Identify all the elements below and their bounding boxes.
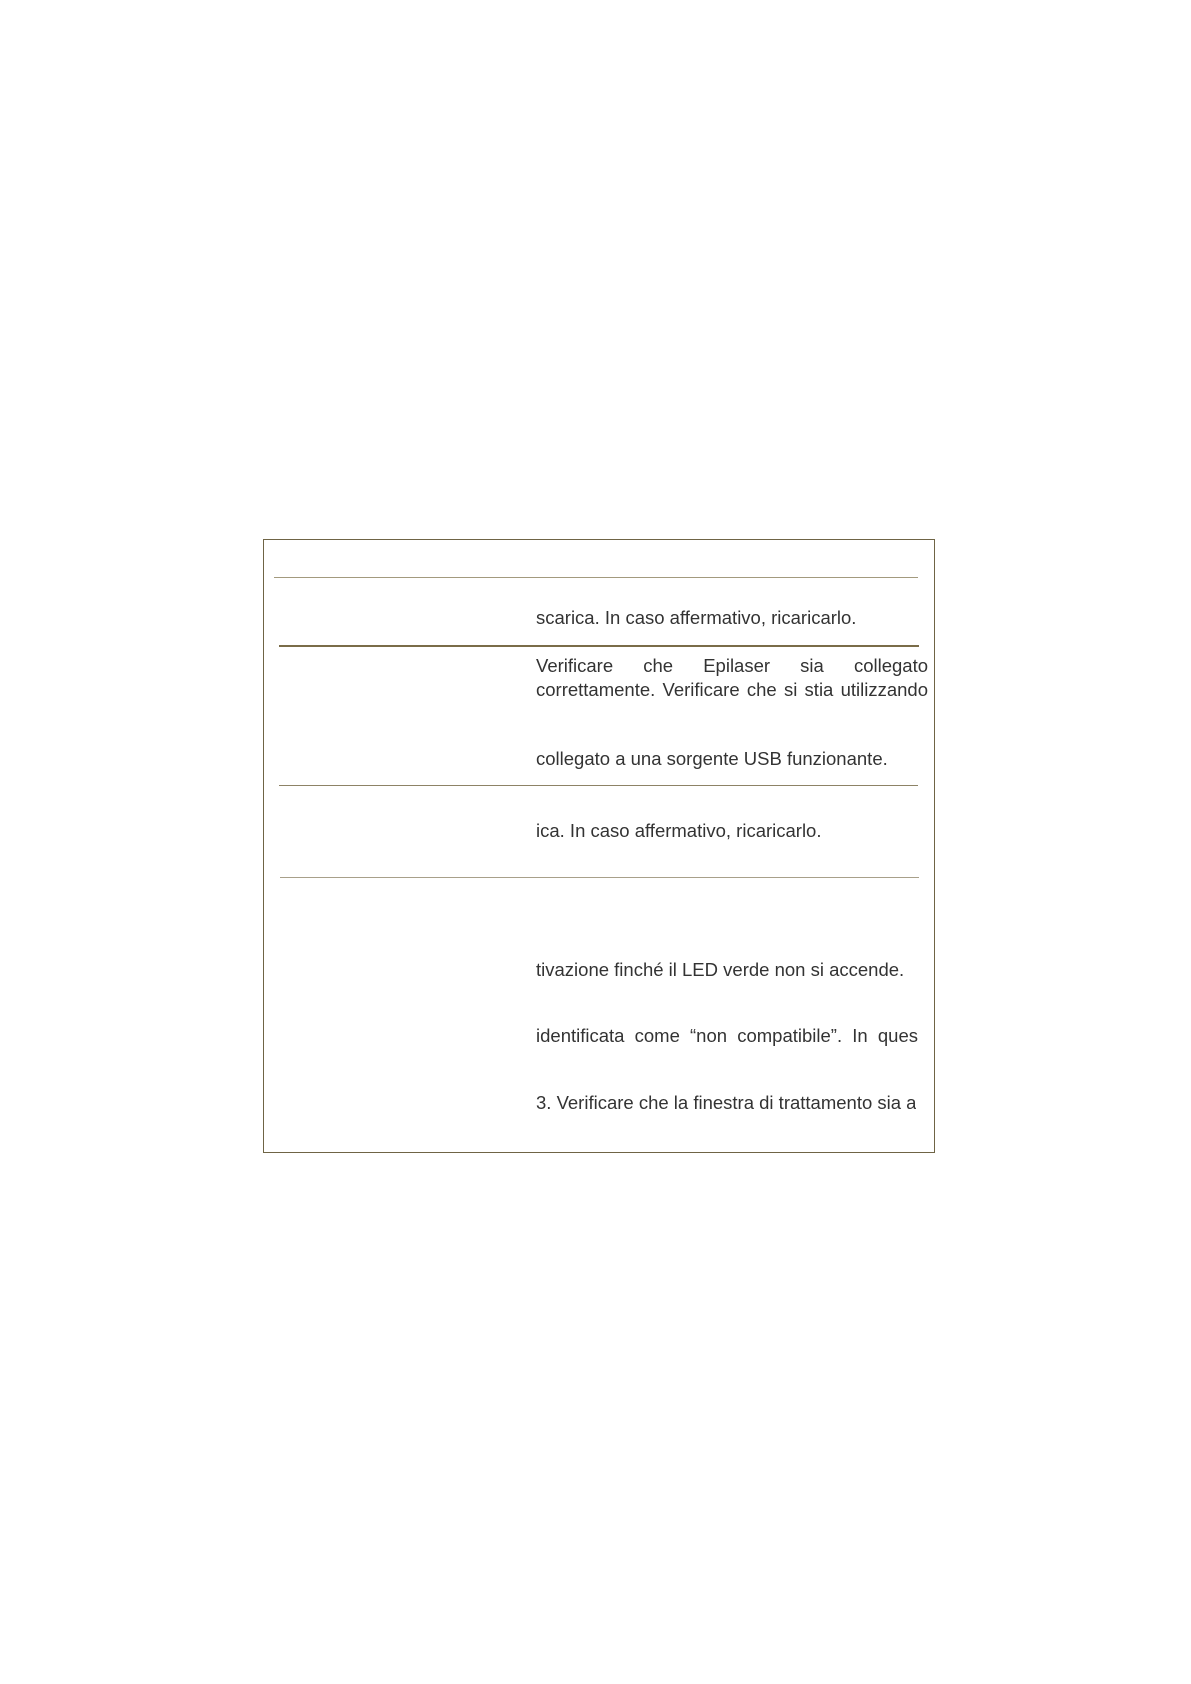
- table-row-divider: [279, 785, 918, 786]
- row1-solution-text: scarica. In caso affermativo, ricaricarlo.: [536, 607, 857, 628]
- table-row-divider: [274, 577, 918, 578]
- troubleshooting-table: [263, 539, 935, 1153]
- row3-solution-text: ica. In caso affermativo, ricaricarlo.: [536, 820, 822, 841]
- row2-solution-text-line3: collegato a una sorgente USB funzionante.: [536, 748, 888, 769]
- table-row-divider: [280, 877, 919, 878]
- row2-solution-text-line1: Verificare che Epilaser sia collegato: [536, 655, 928, 676]
- row2-solution-text-line2: correttamente. Verificare che si stia utilizzando: [536, 679, 928, 700]
- table-row-divider: [279, 645, 919, 647]
- row4-solution-text-line1: tivazione finché il LED verde non si accende.: [536, 959, 905, 980]
- row4-solution-text-line2: identificata come “non compatibile”. In ques: [536, 1025, 918, 1046]
- row4-solution-text-line3: 3. Verificare che la finestra di trattamento sia a: [536, 1092, 917, 1113]
